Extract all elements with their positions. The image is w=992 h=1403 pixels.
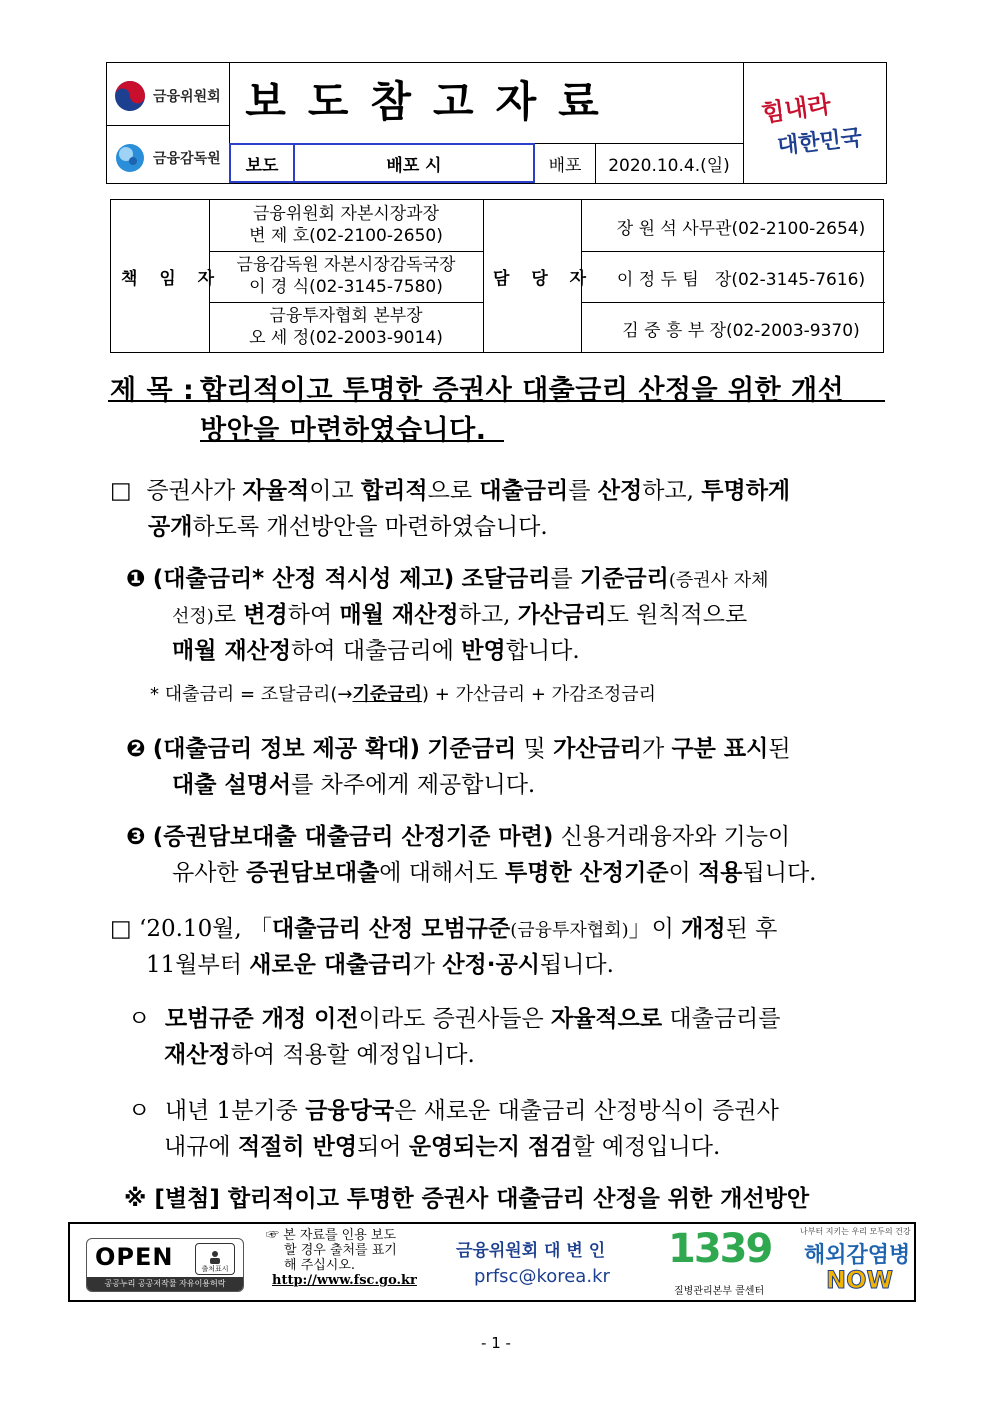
manager-label: 담 당 자 [493,269,595,289]
page-number: - 1 - [481,1334,511,1352]
paragraph-cont: 공개하도록 개선방안을 마련하였습니다. [148,514,548,540]
sub-item-cont: 재산정하여 적용할 예정입니다. [164,1042,475,1068]
sub-item: ㅇ 내년 1분기중 금융당국은 새로운 대출금리 산정방식이 증권사 [128,1098,779,1124]
manager-row: 장 원 석 사무관(02-2100-2654) [616,219,866,239]
manager-row: 이 정 두 팀 장(02-3145-7616) [616,270,866,290]
release-timing-box [229,143,535,183]
responsible-row: 금융감독원 자본시장감독국장 이 경 식(02-3145-7580) [236,255,456,297]
website-link[interactable]: http://www.fsc.go.kr [272,1273,417,1288]
fss-emblem-icon [113,141,147,175]
campaign-now: NOW [826,1266,893,1294]
citation-notice: ☞ 본 자료를 인용 보도 할 경우 출처를 표기 해 주십시오. http://www.fsc.go.kr [266,1228,417,1288]
list-item-cont: 대출 설명서를 차주에게 제공합니다. [172,772,536,798]
sub-item: ㅇ 모범규준 개정 이전이라도 증권사들은 자율적으로 대출금리를 [128,1006,781,1032]
press-header [106,62,887,184]
fsc-logo: 금융위원회 [113,79,221,113]
spokesperson-label: 금융위원회 대 변 인 [456,1241,606,1261]
list-item: ❶ (대출금리* 산정 적시성 제고) 조달금리를 기준금리(증권사 자체 [126,566,769,592]
hand-pointer-icon: ☞ [266,1228,280,1243]
list-item: ❷ (대출금리 정보 제공 확대) 기준금리 및 가산금리가 구분 표시된 [126,736,791,762]
slogan-logo: 힘내라 대한민국 [759,90,864,160]
responsible-label: 책 임 자 [121,269,223,289]
paragraph: □ 증권사가 자율적이고 합리적으로 대출금리를 산정하고, 투명하게 [110,478,791,504]
subject-line1: 합리적이고 투명한 증권사 대출금리 산정을 위한 개선 [200,375,845,406]
sub-item-cont: 내규에 적절히 반영되어 운영되는지 점검할 예정입니다. [164,1134,721,1160]
subject-line2: 방안을 마련하였습니다. [200,415,487,446]
hotline-number: 1339 [668,1226,772,1272]
subject-label: 제 목 : [110,375,195,406]
document-title: 보도참고자료 [245,77,621,126]
hotline-caption: 질병관리본부 콜센터 [674,1286,765,1297]
open-license-logo: OPEN 출처표시 공공누리 공공저작물 자유이용허락 [86,1238,244,1292]
bodo-label: 보도 [231,145,295,181]
footnote: * 대출금리 = 조달금리(→기준금리) + 가산금리 + 가감조정금리 [150,684,656,705]
manager-row: 김 중 흥 부 장(02-2003-9370) [622,321,860,341]
contacts-table [110,199,884,353]
attribution-icon: 출처표시 [195,1243,235,1275]
person-icon [208,1250,222,1264]
attachment-note: ※ [별첨] 합리적이고 투명한 증권사 대출금리 산정을 위한 개선방안 [124,1186,810,1212]
campaign-title: 해외감염병 [804,1243,911,1268]
fss-logo: 금융감독원 [113,141,221,175]
responsible-row: 금융위원회 자본시장과장 변 제 호(02-2100-2650) [249,204,443,246]
list-item-cont: 유사한 증권담보대출에 대해서도 투명한 산정기준이 적용됩니다. [172,860,817,886]
list-item-cont: 선정)로 변경하여 매월 재산정하고, 가산금리도 원칙적으로 [172,602,748,628]
paragraph: □ ‘20.10월, 「대출금리 산정 모범규준(금융투자협회)」이 개정된 후 [110,916,778,942]
footer-banner: OPEN 출처표시 공공누리 공공저작물 자유이용허락 ☞ 본 자료를 인용 보도 할 경우 출처를 표기 해 주십시오. http://www.fsc.go.kr 금융위원회 대 변 인 prfsc@korea.kr 1339 질병관리본부 콜센터 나부터 지키는 우리 모두의 건강 해외감염병 NOW [68,1222,916,1302]
spokesperson-email[interactable]: prfsc@korea.kr [474,1266,610,1287]
distribution-label: 배포 [548,155,582,176]
distribution-date: 2020.10.4.(일) [608,155,730,176]
bodo-value: 배포 시 [386,155,442,176]
paragraph-cont: 11월부터 새로운 대출금리가 산정·공시됩니다. [146,952,614,978]
list-item: ❸ (증권담보대출 대출금리 산정기준 마련) 신용거래융자와 기능이 [126,824,791,850]
list-item-cont: 매월 재산정하여 대출금리에 반영합니다. [172,638,580,664]
responsible-row: 금융투자협회 본부장 오 세 정(02-2003-9014) [249,306,443,348]
fsc-emblem-icon [113,79,147,113]
